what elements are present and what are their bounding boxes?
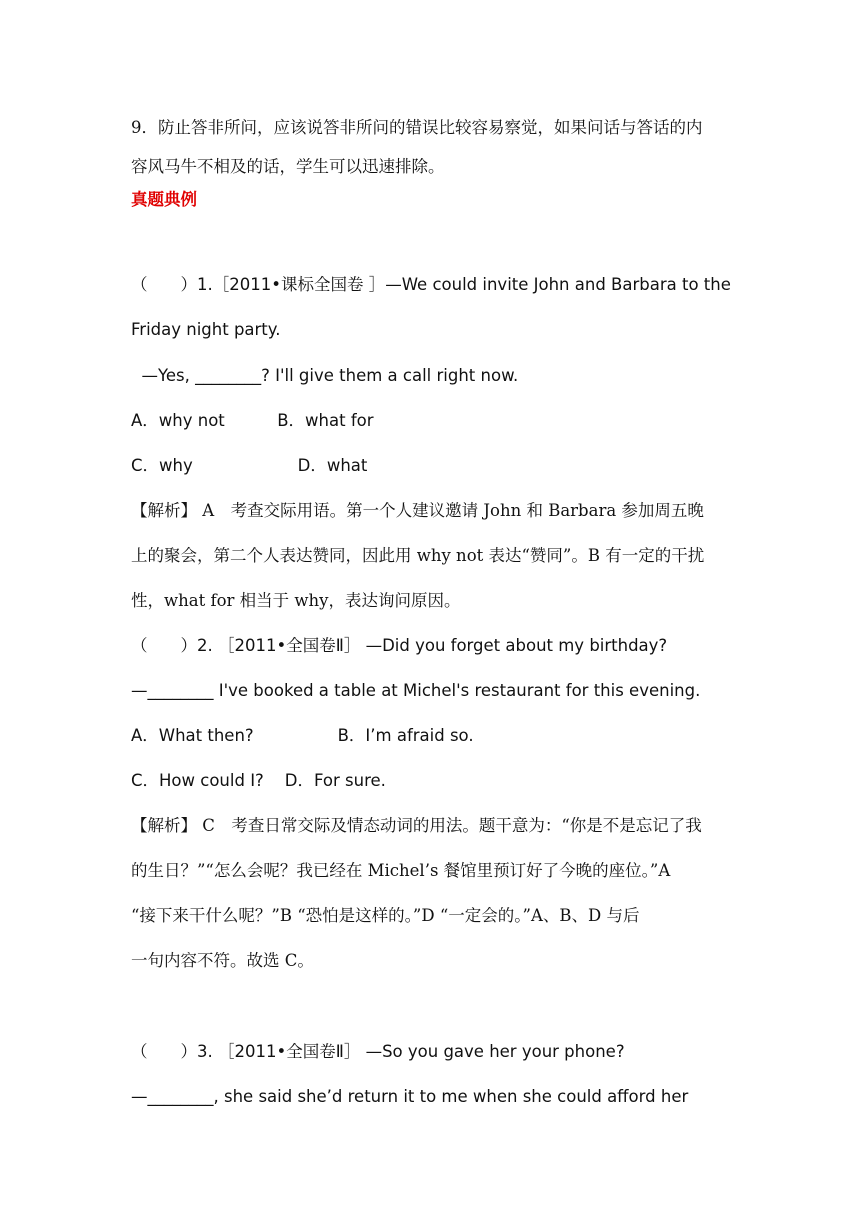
question-2-options-c-d: C．How could I? D．For sure.	[131, 771, 386, 790]
question-1-stem-line-1: （ ）1.［2011•课标全国卷 ］—We could invite John and Barbara to the	[131, 275, 731, 294]
question-1-options-a-b: A．why not B．what for	[131, 411, 374, 430]
question-1-stem-line-2: Friday night party.	[131, 320, 281, 339]
question-2-stem-line-1: （ ）2. ［2011•全国卷Ⅱ］ —Did you forget about my birthday?	[131, 636, 668, 655]
section-heading: 真题典例	[131, 190, 197, 209]
question-2-analysis-line-1: 【解析】 C 考查日常交际及情态动词的用法。题干意为：“你是不是忘记了我	[131, 816, 702, 835]
question-1-analysis-line-1: 【解析】 A 考查交际用语。第一个人建议邀请 John 和 Barbara 参加周五晚	[131, 501, 704, 520]
question-1-analysis-line-3: 性，what for 相当于 why，表达询问原因。	[131, 591, 461, 610]
question-3-stem-line-2: —________, she said she’d return it to me when she could afford her	[131, 1087, 689, 1106]
question-1-stem-line-3: —Yes, ________? I'll give them a call right now.	[131, 366, 519, 385]
question-1-options-c-d: C．why D．what	[131, 456, 368, 475]
question-2-stem-line-2: —________ I've booked a table at Michel's restaurant for this evening.	[131, 681, 701, 700]
question-2-analysis-line-2: 的生日？”“怎么会呢？我已经在 Michel’s 餐馆里预订好了今晚的座位。”A	[131, 861, 671, 880]
tip-9-line-2: 容风马牛不相及的话，学生可以迅速排除。	[131, 157, 445, 176]
question-2-analysis-line-3: “接下来干什么呢？”B “恐怕是这样的。”D “一定会的。”A、B、D 与后	[131, 906, 640, 925]
question-3-stem-line-1: （ ）3. ［2011•全国卷Ⅱ］ —So you gave her your phone?	[131, 1042, 625, 1061]
question-1-analysis-line-2: 上的聚会，第二个人表达赞同，因此用 why not 表达“赞同”。B 有一定的干扰	[131, 546, 705, 565]
question-2-analysis-line-4: 一句内容不符。故选 C。	[131, 951, 314, 970]
question-2-options-a-b: A．What then? B．I’m afraid so.	[131, 726, 474, 745]
tip-9-line-1: 9．防止答非所问，应该说答非所问的错误比较容易察觉，如果问话与答话的内	[131, 118, 703, 137]
